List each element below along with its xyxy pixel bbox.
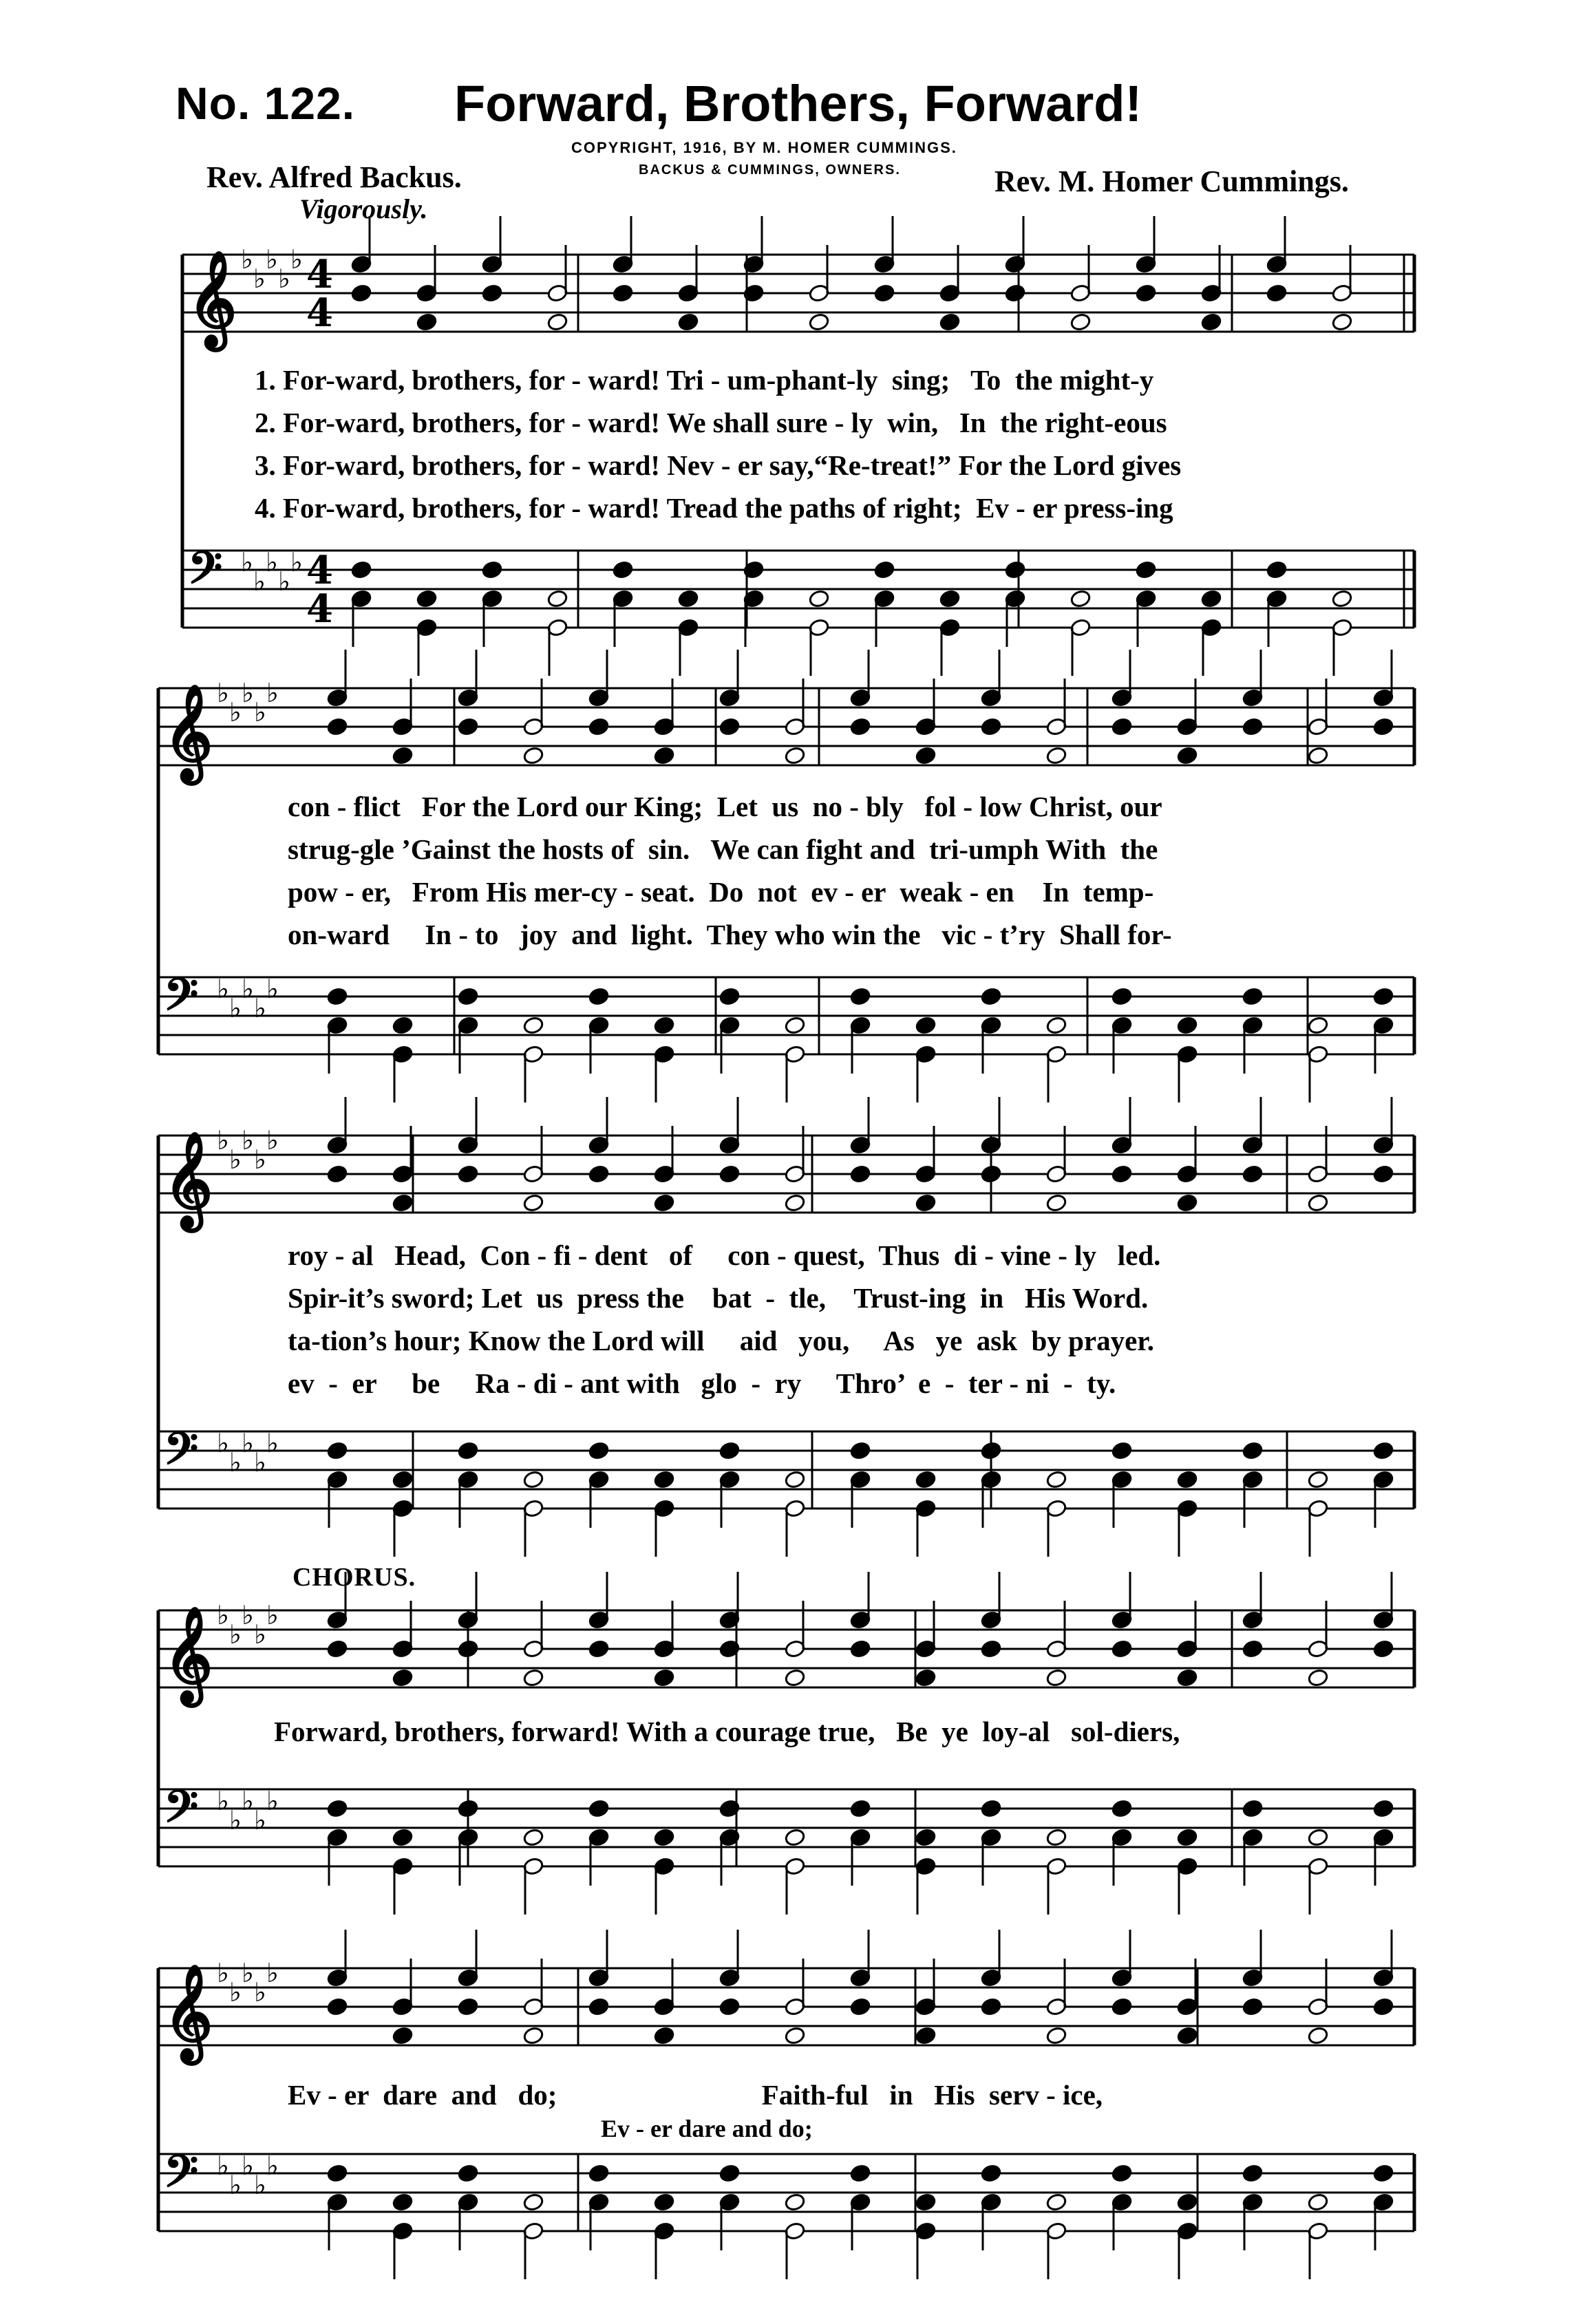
notehead <box>719 987 740 1006</box>
flat-icon: ♭ <box>217 1124 229 1155</box>
notehead <box>1111 1997 1132 2016</box>
flat-icon: ♭ <box>242 1124 254 1155</box>
bass-clef-icon: 𝄢 <box>164 969 199 1032</box>
notehead <box>588 1164 609 1184</box>
notehead <box>808 312 829 332</box>
notehead <box>1070 589 1091 608</box>
notehead <box>588 1799 609 1818</box>
notehead <box>392 1470 413 1489</box>
flat-icon: ♭ <box>217 1957 229 1988</box>
notehead <box>1045 1668 1067 1687</box>
notehead <box>392 2026 413 2045</box>
flat-icon: ♭ <box>266 2150 279 2181</box>
notehead <box>522 2193 544 2212</box>
notehead <box>1176 1828 1198 1847</box>
flat-icon: ♭ <box>229 696 242 727</box>
chorus-label: CHORUS. <box>292 1563 416 1592</box>
notehead <box>784 2193 805 2212</box>
lyrics-system-5 <box>288 2078 1103 2210</box>
notehead <box>457 717 478 736</box>
notehead <box>849 1639 871 1659</box>
notehead <box>457 1997 478 2016</box>
notehead <box>1266 560 1287 579</box>
notehead <box>1307 2026 1328 2045</box>
flat-icon: ♭ <box>253 566 266 597</box>
notehead <box>588 2164 609 2183</box>
bass-clef-icon: 𝄢 <box>188 542 223 605</box>
notehead <box>326 1799 348 1818</box>
notehead <box>1242 717 1263 736</box>
notehead <box>457 1441 478 1460</box>
flat-icon: ♭ <box>253 263 266 294</box>
flat-icon: ♭ <box>266 1957 279 1988</box>
flat-icon: ♭ <box>242 2150 254 2181</box>
flat-icon: ♭ <box>254 1619 266 1650</box>
flat-icon: ♭ <box>254 696 266 727</box>
flat-icon: ♭ <box>217 1785 229 1816</box>
notehead <box>522 1828 544 1847</box>
notehead <box>849 987 871 1006</box>
notehead <box>1111 987 1132 1006</box>
notehead <box>1372 987 1394 1006</box>
notehead <box>326 987 348 1006</box>
notehead <box>522 746 544 765</box>
notehead <box>849 1441 871 1460</box>
flat-icon: ♭ <box>290 546 303 577</box>
notehead <box>326 1997 348 2016</box>
flat-icon: ♭ <box>242 1599 254 1630</box>
time-signature: 4 <box>306 290 333 336</box>
notehead <box>1372 1799 1394 1818</box>
flat-icon: ♭ <box>266 1599 279 1630</box>
notehead <box>1242 1997 1263 2016</box>
flat-icon: ♭ <box>217 677 229 708</box>
flat-icon: ♭ <box>229 1144 242 1175</box>
notehead <box>522 2026 544 2045</box>
notehead <box>719 717 740 736</box>
verse-line: Ev - er dare and do; Faith-ful in His serv - ice, <box>288 2079 1103 2111</box>
notehead <box>719 1164 740 1184</box>
notehead <box>873 560 895 579</box>
notehead <box>1111 1639 1132 1659</box>
notehead <box>1200 312 1222 332</box>
notehead <box>1372 2164 1394 2183</box>
notehead <box>1242 1639 1263 1659</box>
notehead <box>808 589 829 608</box>
notehead <box>677 312 699 332</box>
notehead <box>522 1470 544 1489</box>
flat-icon: ♭ <box>266 677 279 708</box>
notehead <box>392 1016 413 1035</box>
notehead <box>1045 1016 1067 1035</box>
notehead <box>588 1441 609 1460</box>
flat-icon: ♭ <box>242 1427 254 1458</box>
notehead <box>980 717 1001 736</box>
notehead <box>1111 1441 1132 1460</box>
lyrics-system-2 <box>288 790 1172 988</box>
notehead <box>457 1799 478 1818</box>
notehead <box>849 717 871 736</box>
lyrics-system-1 <box>255 363 1182 562</box>
verse-line: pow - er, From His mer-cy - seat. Do not ev - er weak - en In temp- <box>288 876 1154 908</box>
notehead <box>1045 1470 1067 1489</box>
lyrics-system-3 <box>288 1239 1161 1437</box>
notehead <box>1242 2164 1263 2183</box>
notehead <box>980 1997 1001 2016</box>
verse-line: strug-gle ’Gainst the hosts of sin. We can fight and tri-umph With the <box>288 833 1158 865</box>
notehead <box>653 1668 674 1687</box>
notehead <box>1111 717 1132 736</box>
flat-icon: ♭ <box>266 244 278 275</box>
flat-icon: ♭ <box>254 1804 266 1835</box>
notehead <box>1242 1799 1263 1818</box>
notehead <box>784 746 805 765</box>
notehead <box>588 1639 609 1659</box>
notehead <box>1135 284 1156 303</box>
notehead <box>784 1828 805 1847</box>
notehead <box>392 1668 413 1687</box>
flat-icon: ♭ <box>242 973 254 1004</box>
composer: Rev. M. Homer Cummings. <box>994 164 1349 198</box>
notehead <box>849 2164 871 2183</box>
notehead <box>1176 746 1198 765</box>
lyrics-system-4 <box>274 1715 1180 1814</box>
notehead <box>546 312 568 332</box>
notehead <box>1307 1828 1328 1847</box>
hymn-title: Forward, Brothers, Forward! <box>454 75 1142 132</box>
notehead <box>1111 1164 1132 1184</box>
flat-icon: ♭ <box>241 244 253 275</box>
notehead <box>849 1799 871 1818</box>
notehead <box>784 1470 805 1489</box>
notehead <box>350 560 372 579</box>
verse-line: 4. For-ward, brothers, for - ward! Tread the paths of right; Ev - er press-ing <box>255 492 1173 524</box>
notehead <box>326 1441 348 1460</box>
notehead <box>481 284 502 303</box>
flat-icon: ♭ <box>254 1144 266 1175</box>
verse-line: ta-tion’s hour; Know the Lord will aid you, As ye ask by prayer. <box>288 1325 1154 1356</box>
notehead <box>849 1164 871 1184</box>
notehead <box>939 589 960 608</box>
bass-clef-icon: 𝄢 <box>164 2146 199 2208</box>
flat-icon: ♭ <box>266 1785 279 1816</box>
notehead <box>1045 2193 1067 2212</box>
notehead <box>1045 1828 1067 1847</box>
notehead <box>1004 560 1025 579</box>
verse-line: ev - er be Ra - di - ant with glo - ry Thro’ e - ter - ni - ty. <box>288 1367 1116 1399</box>
notehead <box>1045 1193 1067 1213</box>
notehead <box>677 589 699 608</box>
notehead <box>1045 746 1067 765</box>
notehead <box>1307 1016 1328 1035</box>
flat-icon: ♭ <box>242 1957 254 1988</box>
notehead <box>612 560 633 579</box>
notehead <box>1372 1639 1394 1659</box>
notehead <box>392 1828 413 1847</box>
notehead <box>612 284 633 303</box>
notehead <box>392 2193 413 2212</box>
flat-icon: ♭ <box>290 244 303 275</box>
notehead <box>326 1639 348 1659</box>
notehead <box>457 1164 478 1184</box>
notehead <box>1176 1668 1198 1687</box>
notehead <box>457 1639 478 1659</box>
flat-icon: ♭ <box>241 546 253 577</box>
notehead <box>1307 746 1328 765</box>
notehead <box>1307 1193 1328 1213</box>
notehead <box>784 1668 805 1687</box>
notehead <box>915 746 936 765</box>
notehead <box>980 1799 1001 1818</box>
verse-line: Forward, brothers, forward! With a courage true, Be ye loy-al sol-diers, <box>274 1716 1180 1747</box>
notehead <box>1331 312 1352 332</box>
notehead <box>1176 1016 1198 1035</box>
notehead <box>1176 2026 1198 2045</box>
bass-clef-icon: 𝄢 <box>164 1781 199 1844</box>
flat-icon: ♭ <box>254 1976 266 2007</box>
notehead <box>1307 2193 1328 2212</box>
notehead <box>719 2164 740 2183</box>
notehead <box>980 2164 1001 2183</box>
flat-icon: ♭ <box>266 1124 279 1155</box>
verse-line: 3. For-ward, brothers, for - ward! Nev - er say,“Re-treat!” For the Lord gives <box>255 449 1182 481</box>
notehead <box>1372 1997 1394 2016</box>
flat-icon: ♭ <box>229 2169 242 2200</box>
notehead <box>1242 1441 1263 1460</box>
notehead <box>873 284 895 303</box>
treble-clef-icon: 𝄞 <box>164 1131 213 1228</box>
notehead <box>1004 284 1025 303</box>
notehead <box>915 2026 936 2045</box>
notehead <box>1266 284 1287 303</box>
notehead <box>326 717 348 736</box>
notehead <box>1176 1193 1198 1213</box>
notehead <box>416 312 437 332</box>
notehead <box>980 987 1001 1006</box>
verse-line: roy - al Head, Con - fi - dent of con - quest, Thus di - vine - ly led. <box>288 1239 1161 1271</box>
flat-icon: ♭ <box>229 1804 242 1835</box>
flat-icon: ♭ <box>266 973 279 1004</box>
notehead <box>1045 2026 1067 2045</box>
notehead <box>1176 2193 1198 2212</box>
notehead <box>326 1164 348 1184</box>
notehead <box>1372 1164 1394 1184</box>
flat-icon: ♭ <box>254 992 266 1023</box>
treble-clef-icon: 𝄞 <box>164 1963 213 2060</box>
verse-line: con - flict For the Lord our King; Let us no - bly fol - low Christ, our <box>288 791 1162 822</box>
flat-icon: ♭ <box>254 2169 266 2200</box>
notehead <box>784 1193 805 1213</box>
notehead <box>653 1470 674 1489</box>
notehead <box>653 1193 674 1213</box>
verse-line: 1. For-ward, brothers, for - ward! Tri - um-phant-ly sing; To the might-y <box>255 364 1154 396</box>
notehead <box>392 746 413 765</box>
notehead <box>1372 717 1394 736</box>
notehead <box>326 2164 348 2183</box>
flat-icon: ♭ <box>278 263 290 294</box>
notehead <box>849 1997 871 2016</box>
notehead <box>939 312 960 332</box>
flat-icon: ♭ <box>266 546 278 577</box>
time-signature: 4 <box>306 252 333 297</box>
notehead <box>653 2026 674 2045</box>
treble-clef-icon: 𝄞 <box>164 683 213 780</box>
flat-icon: ♭ <box>242 1785 254 1816</box>
flat-icon: ♭ <box>278 566 290 597</box>
notehead <box>915 1668 936 1687</box>
flat-icon: ♭ <box>229 1619 242 1650</box>
copyright-line: COPYRIGHT, 1916, BY M. HOMER CUMMINGS. <box>571 139 957 156</box>
notehead <box>980 1639 1001 1659</box>
lyricist: Rev. Alfred Backus. <box>206 160 462 194</box>
notehead <box>784 2026 805 2045</box>
time-signature: 4 <box>306 586 333 632</box>
notehead <box>980 1441 1001 1460</box>
flat-icon: ♭ <box>229 1447 242 1478</box>
notehead <box>653 2193 674 2212</box>
tempo-marking: Vigorously. <box>299 193 428 224</box>
notehead <box>980 1164 1001 1184</box>
flat-icon: ♭ <box>229 1976 242 2007</box>
flat-icon: ♭ <box>242 677 254 708</box>
notehead <box>1307 1470 1328 1489</box>
flat-icon: ♭ <box>217 1599 229 1630</box>
verse-line: Spir-it’s sword; Let us press the bat - tle, Trust-ing in His Word. <box>288 1282 1149 1314</box>
notehead <box>1372 1441 1394 1460</box>
verse-line: 2. For-ward, brothers, for - ward! We shall sure - ly win, In the right-eous <box>255 407 1167 438</box>
notehead <box>1242 987 1263 1006</box>
notehead <box>588 987 609 1006</box>
notehead <box>915 1016 936 1035</box>
notehead <box>915 2193 936 2212</box>
notehead <box>784 1016 805 1035</box>
notehead <box>481 560 502 579</box>
notehead <box>350 284 372 303</box>
notehead <box>1135 560 1156 579</box>
notehead <box>546 589 568 608</box>
notehead <box>1331 589 1352 608</box>
flat-icon: ♭ <box>229 992 242 1023</box>
notehead <box>719 1997 740 2016</box>
notehead <box>1242 1164 1263 1184</box>
flat-icon: ♭ <box>266 1427 279 1458</box>
verse-line: on-ward In - to joy and light. They who win the vic - t’ry Shall for- <box>288 919 1172 950</box>
notehead <box>653 1016 674 1035</box>
treble-clef-icon: 𝄞 <box>188 250 237 347</box>
notehead <box>1070 312 1091 332</box>
hymn-number: No. 122. <box>175 78 356 129</box>
flat-icon: ♭ <box>217 973 229 1004</box>
notehead <box>522 1016 544 1035</box>
notehead <box>416 589 437 608</box>
notehead <box>653 1828 674 1847</box>
notehead <box>1111 2164 1132 2183</box>
notehead <box>522 1193 544 1213</box>
notehead <box>1176 1470 1198 1489</box>
notehead <box>588 1997 609 2016</box>
notehead <box>457 987 478 1006</box>
notehead <box>915 1193 936 1213</box>
flat-icon: ♭ <box>254 1447 266 1478</box>
notehead <box>1307 1668 1328 1687</box>
flat-icon: ♭ <box>217 1427 229 1458</box>
notehead <box>915 1470 936 1489</box>
notehead <box>915 1828 936 1847</box>
notehead <box>719 1441 740 1460</box>
notehead <box>588 717 609 736</box>
notehead <box>1111 1799 1132 1818</box>
notehead <box>457 2164 478 2183</box>
notehead <box>1200 589 1222 608</box>
flat-icon: ♭ <box>217 2150 229 2181</box>
bass-clef-icon: 𝄢 <box>164 1423 199 1486</box>
time-signature: 4 <box>306 548 333 593</box>
treble-clef-icon: 𝄞 <box>164 1606 213 1703</box>
notehead <box>392 1193 413 1213</box>
owners-line: BACKUS & CUMMINGS, OWNERS. <box>639 162 901 178</box>
notehead <box>522 1668 544 1687</box>
echo-line: Ev - er dare and do; <box>601 2115 813 2142</box>
notehead <box>653 746 674 765</box>
